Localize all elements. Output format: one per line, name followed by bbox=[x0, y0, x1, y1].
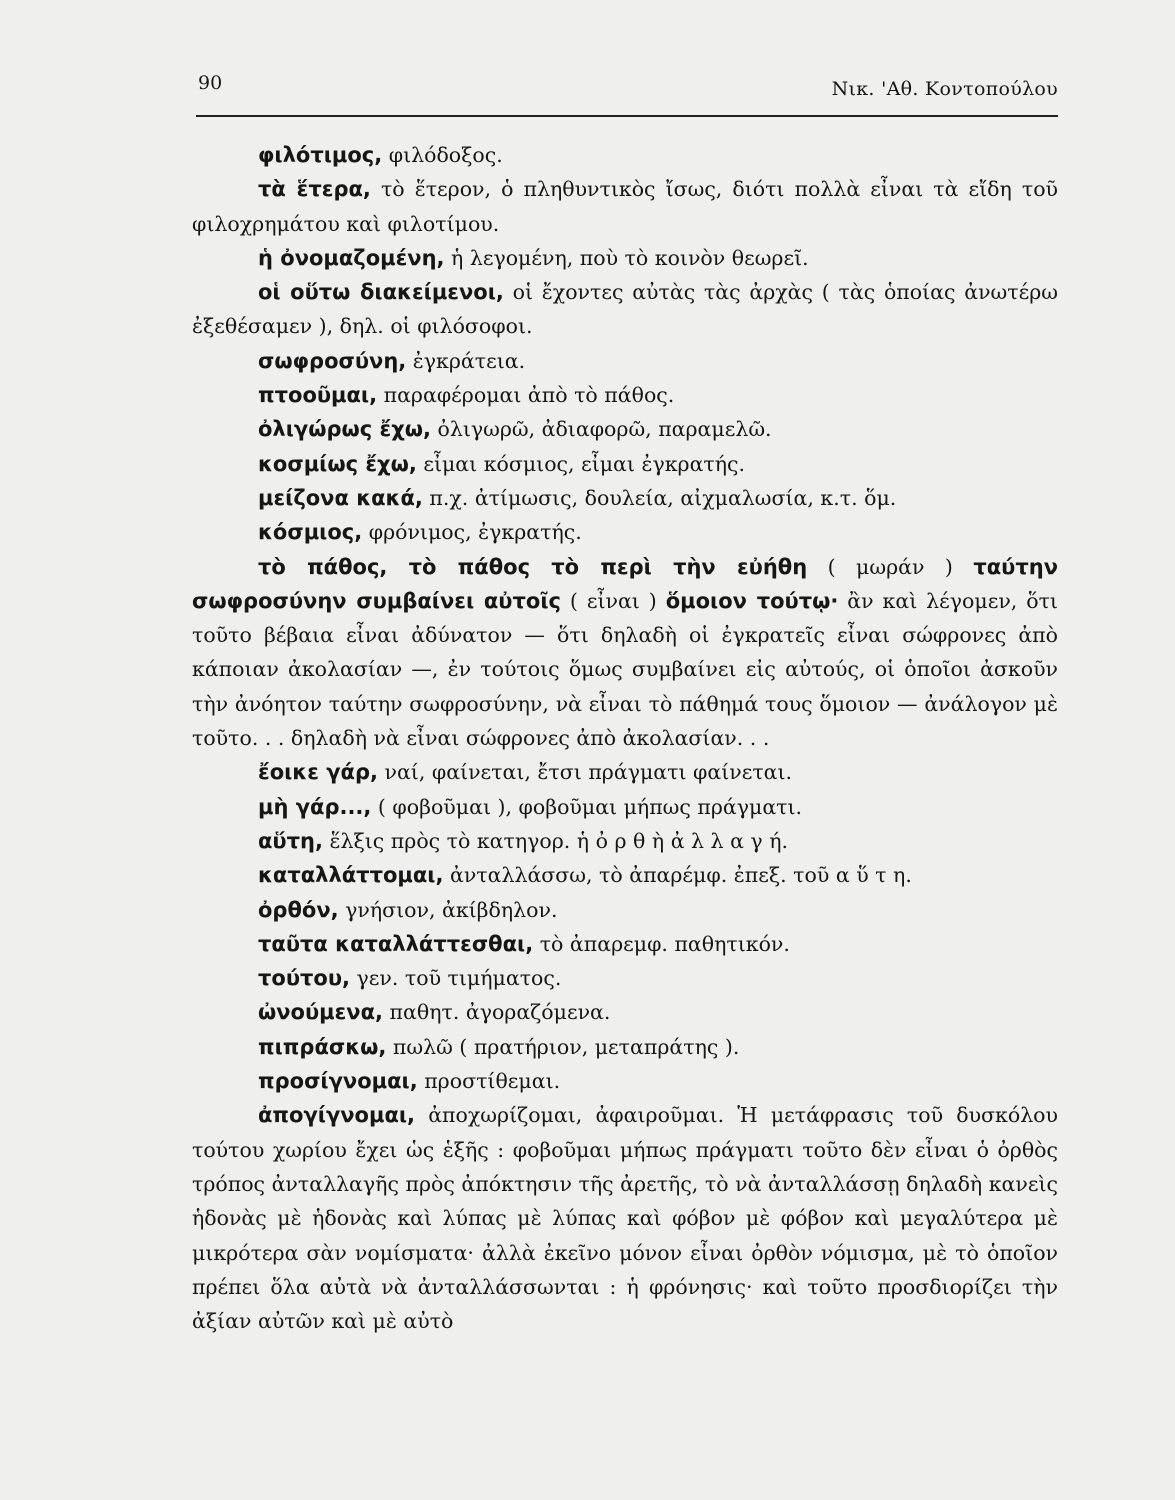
gloss: ἡ λεγομένη, ποὺ τὸ κοινὸν θεωρεῖ. bbox=[444, 245, 809, 270]
headword: μείζονα κακά, bbox=[258, 485, 423, 510]
commentary-entry bbox=[192, 755, 1058, 789]
headword: σωφροσύνη, bbox=[258, 348, 407, 373]
headword: οἱ οὕτω διακείμενοι, bbox=[258, 280, 504, 305]
commentary-entry bbox=[192, 995, 1058, 1029]
commentary-entry bbox=[192, 515, 1058, 549]
headword: ὀρθόν, bbox=[258, 897, 339, 922]
headword: τὸ πάθος, τὸ πάθος τὸ περὶ τὴν εὐήθη bbox=[258, 554, 808, 579]
commentary-entry bbox=[192, 1098, 1058, 1338]
headword: ταύτην σωφροσύνην συμβαίνει αὐτοῖς bbox=[192, 554, 1058, 613]
headword: ὠνούμενα, bbox=[258, 1000, 384, 1025]
gloss: τὸ ἕτερον, ὁ πληθυντικὸς ἴσως, διότι πολλὰ εἶναι τὰ εἴδη τοῦ φιλοχρημάτου καὶ φιλοτίμου. bbox=[192, 177, 1058, 236]
commentary-entry bbox=[192, 412, 1058, 446]
commentary-body bbox=[192, 138, 1058, 1338]
commentary-entry bbox=[192, 378, 1058, 412]
commentary-entry bbox=[192, 172, 1058, 241]
commentary-entry bbox=[192, 893, 1058, 927]
headword: τὰ ἕτερα, bbox=[258, 177, 371, 202]
headword: ἡ ὀνομαζομένη, bbox=[258, 245, 445, 270]
gloss: τὸ ἀπαρεμφ. παθητικόν. bbox=[533, 931, 790, 956]
commentary-entry bbox=[192, 858, 1058, 892]
headword: προσίγνομαι, bbox=[258, 1069, 418, 1094]
commentary-entry bbox=[192, 481, 1058, 515]
headword: ὀλιγώρως ἔχω, bbox=[258, 417, 431, 442]
header-rule bbox=[196, 115, 1058, 117]
headword: ταῦτα καταλλάττεσθαι, bbox=[258, 931, 534, 956]
commentary-entry bbox=[192, 241, 1058, 275]
gloss: π.χ. ἀτίμωσις, δουλεία, αἰχμαλωσία, κ.τ. ὅμ. bbox=[422, 485, 897, 510]
gloss: ἂν καὶ λέγομεν, ὅτι τοῦτο βέβαια εἶναι ἀδύνατον — ὅτι δηλαδὴ οἱ ἐγκρατεῖς εἶναι σώφρονες ἀπὸ κάποιαν ἀκολασίαν —, ἐν τούτοις ὅμως συμβαίνει εἰς αὐτούς, οἱ ὁποῖοι ἀσκοῦν τὴν ἀνόητον ταύτην σωφροσύνην, νὰ εἶναι τὸ πάθημά τους ὅμοιον — ἀνάλογον μὲ τοῦτο. . . δηλαδὴ νὰ εἶναι σώφρονες ἀπὸ ἀκολασίαν. . . bbox=[192, 588, 1058, 751]
gloss: πωλῶ ( πρατήριον, μεταπράτης ). bbox=[386, 1034, 740, 1059]
running-head: Νικ. 'Αθ. Κοντοπούλου bbox=[831, 78, 1058, 100]
headword: κοσμίως ἔχω, bbox=[258, 451, 417, 476]
headword: πιπράσκω, bbox=[258, 1034, 387, 1059]
gloss: γνήσιον, ἀκίβδηλον. bbox=[338, 897, 558, 922]
commentary-entry bbox=[192, 138, 1058, 172]
gloss: ( φοβοῦμαι ), φοβοῦμαι μήπως πράγματι. bbox=[371, 794, 803, 819]
gloss: ( μωράν ) bbox=[807, 554, 974, 579]
gloss: εἶμαι κόσμιος, εἶμαι ἐγκρατής. bbox=[416, 451, 746, 476]
page-number: 90 bbox=[198, 72, 223, 94]
headword: καταλλάττομαι, bbox=[258, 863, 444, 888]
headword: ὅμοιον τούτῳ· bbox=[665, 588, 839, 613]
headword: τούτου, bbox=[258, 966, 350, 991]
headword: φιλότιμος, bbox=[258, 143, 383, 167]
gloss: προστίθεμαι. bbox=[417, 1069, 561, 1094]
commentary-entry bbox=[192, 275, 1058, 344]
gloss: ἀνταλλάσσω, τὸ ἀπαρέμφ. ἐπεξ. τοῦ α ὕ τ η. bbox=[443, 863, 912, 888]
headword: αὕτη, bbox=[258, 828, 323, 853]
headword: κόσμιος, bbox=[258, 520, 363, 545]
gloss: παραφέρομαι ἀπὸ τὸ πάθος. bbox=[377, 383, 675, 408]
commentary-entry bbox=[192, 927, 1058, 961]
gloss: ( εἶναι ) bbox=[560, 588, 666, 613]
gloss: ἐγκράτεια. bbox=[406, 348, 526, 373]
headword: μὴ γάρ..., bbox=[258, 794, 372, 819]
commentary-entry bbox=[192, 790, 1058, 824]
commentary-entry bbox=[192, 1030, 1058, 1064]
headword: ἀπογίγνομαι, bbox=[258, 1103, 416, 1128]
commentary-entry bbox=[192, 1064, 1058, 1098]
gloss: οἱ ἔχοντες αὐτὰς τὰς ἀρχὰς ( τὰς ὁποίας ἀνωτέρω ἐξεθέσαμεν ), δηλ. οἱ φιλόσοφοι. bbox=[192, 280, 1058, 339]
page-header bbox=[196, 68, 1058, 108]
commentary-entry bbox=[192, 550, 1058, 756]
commentary-entry bbox=[192, 447, 1058, 481]
gloss: παθητ. ἀγοραζόμενα. bbox=[383, 1000, 611, 1025]
commentary-entry bbox=[192, 824, 1058, 858]
gloss: ἀποχωρίζομαι, ἀφαιροῦμαι. Ἡ μετάφρασις τοῦ δυσκόλου τούτου χωρίου ἔχει ὡς ἑξῆς : φοβοῦμαι μήπως πράγματι τοῦτο δὲν εἶναι ὁ ὀρθὸς τρόπος ἀνταλλαγῆς πρὸς ἀπόκτησιν τῆς ἀρετῆς, τὸ νὰ ἀνταλλάσσῃ δηλαδὴ κανεὶς ἡδονὰς μὲ ἡδονὰς καὶ λύπας μὲ λύπας καὶ φόβον μὲ φόβον καὶ μεγαλύτερα μὲ μικρότερα σὰν νομίσματα· ἀλλὰ ἐκεῖνο μόνον εἶναι ὀρθὸν νόμισμα, μὲ τὸ ὁποῖον πρέπει ὅλα αὐτὰ νὰ ἀνταλλάσσωνται : ἡ φρόνησις· καὶ τοῦτο προσδιορίζει τὴν ἀξίαν αὐτῶν καὶ μὲ αὐτὸ bbox=[192, 1103, 1058, 1334]
gloss: γεν. τοῦ τιμήματος. bbox=[350, 966, 562, 991]
commentary-entry bbox=[192, 961, 1058, 995]
headword: ἔοικε γάρ, bbox=[258, 760, 378, 785]
gloss: φιλόδοξος. bbox=[382, 143, 503, 167]
gloss: ὀλιγωρῶ, ἀδιαφορῶ, παραμελῶ. bbox=[430, 417, 772, 442]
gloss: ἕλξις πρὸς τὸ κατηγορ. ἡ ὀ ρ θ ὴ ἀ λ λ α γ ή. bbox=[322, 828, 788, 853]
commentary-entry bbox=[192, 344, 1058, 378]
headword: πτοοῦμαι, bbox=[258, 383, 378, 408]
gloss: φρόνιμος, ἐγκρατής. bbox=[362, 520, 582, 545]
gloss: ναί, φαίνεται, ἔτσι πράγματι φαίνεται. bbox=[377, 760, 793, 785]
